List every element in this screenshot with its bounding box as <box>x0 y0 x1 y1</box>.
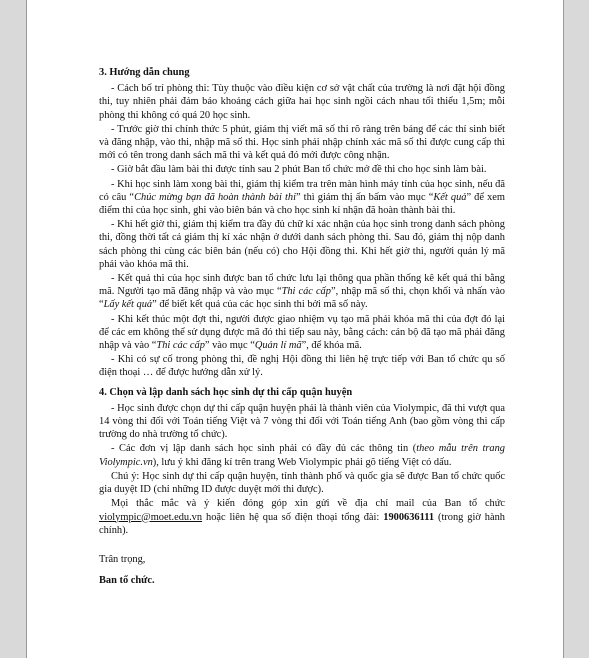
signature: Ban tổ chức. <box>99 575 155 587</box>
paragraph-note: Chú ý: Học sinh dự thi cấp quận huyện, tỉnh thành phố và quốc gia sẽ được Ban tổ chức quốc gia duyệt ID (chỉ những ID được duyệt mới thi được). <box>99 470 505 496</box>
document-content <box>99 66 505 588</box>
paragraph-end-of-time: - Khi hết giờ thi, giám thị kiểm tra đầy đủ chữ kí xác nhận của học sinh trong danh sách phòng thi, đồng thời tất cả giám thị kí xác nhận ở dưới danh sách phòng thi. Sau đó, giám thị nộp danh sách phòng thi cùng các biên bản (nếu có) cho Hội đồng thi. Khi hết giờ thi, người quản lý mã phải vào khóa mã thi. <box>99 219 505 270</box>
hotline-number: 1900636111 <box>383 511 435 523</box>
email-link[interactable]: violympic@moet.edu.vn <box>99 511 203 523</box>
closing-regards: Trân trọng, <box>99 553 146 565</box>
paragraph-list-info: - Các đơn vị lập danh sách học sinh phải có đầy đủ các thông tin (theo mẫu trên trang Violympic.vn), lưu ý khi đăng kí trên trang Web Violympic phải gõ tiếng Việt có dấu. <box>99 443 505 468</box>
paragraph-incident: - Khi có sự cố trong phòng thi, đề nghị Hội đồng thi liên hệ trực tiếp với Ban tổ chức qu số điện thoại … để được hướng dẫn xử lý. <box>99 354 505 379</box>
section-3-title: 3. Hướng dẫn chung <box>99 67 190 78</box>
paragraph-exam-code: - Trước giờ thi chính thức 5 phút, giám thị viết mã số thi rõ ràng trên bảng để các thí sinh biết và đăng nhập, vào thi, nhập mã số thi. Học sinh phải nhập chính xác mã số thi được cung cấp thì mới có tên trong danh sách mã thi và kết quả đó mới được công nhận. <box>99 123 505 162</box>
paragraph-selection: - Học sinh được chọn dự thi cấp quận huyện phải là thành viên của Violympic, đã thi vượt qua 14 vòng thi đối với Toán tiếng Việt và 7 vòng thi đối với Toán tiếng Anh (bao gồm vòng thi cấp trường do nhà trường tổ chức). <box>99 402 505 441</box>
paragraph-contact: Mọi thắc mắc và ý kiến đóng góp xin gửi về địa chỉ mail của Ban tổ chức violympic@moet.edu.vn hoặc liên hệ qua số điện thoại tổng đài: 1900636111 (trong giờ hành chính). <box>99 498 505 536</box>
paragraph-room-layout: - Cách bố trí phòng thi: Tùy thuộc vào điều kiện cơ sở vật chất của trường là nơi đặt hội đồng thi, tuy nhiên phải đảm bảo khoảng cách giữa hai học sinh ngồi cách nhau tối thiểu 1,5m; mỗi phòng thi không có quá 20 học sinh. <box>99 83 505 121</box>
paragraph-start-time: - Giờ bắt đầu làm bài thi được tính sau 2 phút Ban tổ chức mở đề thi cho học sinh làm bài. <box>111 164 487 176</box>
paragraph-results-stored: - Kết quả thi của học sinh được ban tổ chức lưu lại thông qua phần thống kê kết quả thi bằng mã. Người tạo mã đăng nhập và vào mục “Thi các cấp”, nhập mã số thi, chọn khối và nhấn vào “Lấy kết quả” để biết kết quả của các học sinh thi bởi mã số này. <box>99 273 505 311</box>
section-4-title: 4. Chọn và lập danh sách học sinh dự thi cấp quận huyện <box>99 386 353 398</box>
paragraph-finish-check: - Khi học sinh làm xong bài thi, giám thị kiểm tra trên màn hình máy tính của học sinh, nếu đã có câu “Chúc mừng bạn đã hoàn thành bài thi” thì giám thị ấn bấm vào mục “Kết quả” để xem điểm thi của học sinh, ghi vào biên bản và cho học sinh kí nhận đã hoàn thành bài thi. <box>99 178 505 217</box>
paragraph-lock-code: - Khi kết thúc một đợt thi, người được giao nhiệm vụ tạo mã phải khóa mã thi của đợt đó lại để các em không thể sử dụng được mã đó thi tiếp sau này, bằng cách: cán bộ đã tạo mã phải đăng nhập và vào “Thi các cấp” vào mục “Quản lí mã”, để khóa mã. <box>99 313 505 352</box>
document-page <box>26 0 564 658</box>
